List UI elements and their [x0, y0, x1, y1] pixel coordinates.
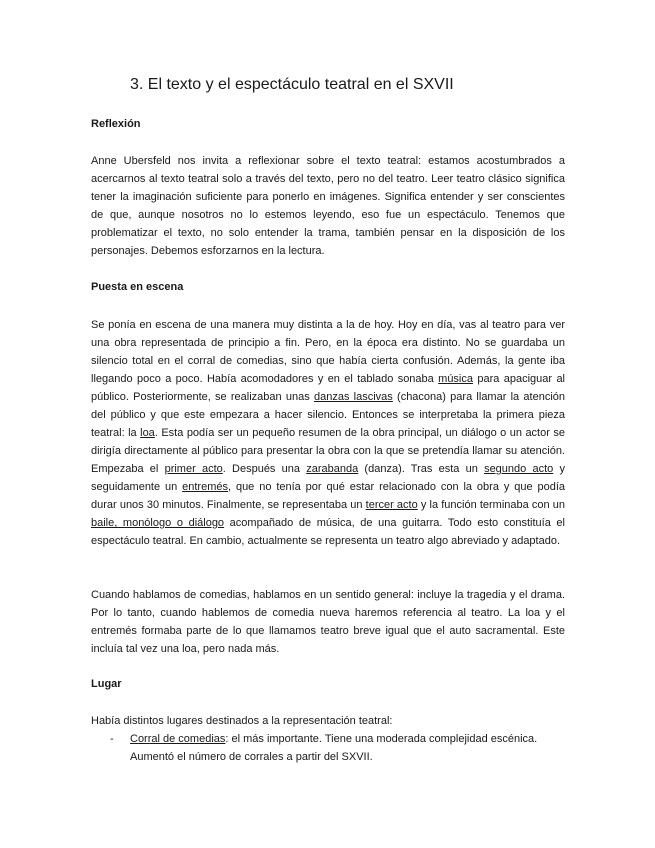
underlined-term-zarabanda: zarabanda [306, 463, 359, 475]
text-run: (chacona) para llamar la atención del público y que este empezara a hacer silencio. Entonces se interpretaba la primera pieza teatral: la [91, 391, 565, 439]
underlined-term-baile: baile, monólogo o diálogo [91, 517, 225, 529]
text-run: y la función terminaba con un [417, 499, 566, 511]
underlined-term-segundo-acto: segundo acto [484, 463, 554, 475]
underlined-term-entremes: entremés [182, 481, 228, 493]
heading-lugar: Lugar [91, 678, 122, 690]
dash-bullet: - [110, 733, 114, 745]
list-item-text: : el más importante. Tiene una moderada complejidad escénica. Aumentó el número de corrales a partir del SXVII. [130, 733, 538, 763]
text-run: . Esta podía ser un pequeño resumen de la obra principal, un diálogo o un actor se dirigía directamente al público para presentar la obra con la que se pretendía llamar su atención. Empezaba el [91, 427, 565, 475]
paragraph-lugar-intro: Había distintos lugares destinados a la representación teatral: [91, 715, 393, 727]
list-item [91, 730, 565, 766]
paragraph-reflexion: Anne Ubersfeld nos invita a reflexionar sobre el texto teatral: estamos acostumbrados a acercarnos al texto teatral solo a través del texto, pero no del teatro. Leer teatro clásico significa tener la imaginación suficiente para ponerlo en imágenes. Significa entender y ser conscientes de que, aunque nosotros no lo estemos leyendo, eso fue un espectáculo. Tenemos que problematizar el texto, no solo entender la trama, también pensar en la disposición de los personajes. Debemos esforzarnos en la lectura. [91, 155, 565, 257]
text-run: Se ponía en escena de una manera muy distinta a la de hoy. Hoy en día, vas al teatro para ver una obra representada de principio a fin. Pero, en la época era distinto. No se guardaba un silencio total en el corral de comedias, sino que había cierta confusión. Además, la gente iba llegando poco a poco. Había acomodadores y en el tablado sonaba [91, 319, 565, 385]
underlined-term-tercer-acto: tercer acto [365, 499, 418, 511]
heading-puesta-en-escena: Puesta en escena [91, 281, 184, 293]
underlined-term-danzas: danzas lascivas [313, 391, 393, 403]
text-run: (danza). Tras esta un [358, 463, 485, 475]
underlined-term-primer-acto: primer acto [164, 463, 223, 475]
heading-reflexion: Reflexión [91, 118, 141, 130]
underlined-term-musica: música [438, 373, 473, 385]
text-run: , que no tenía por qué estar relacionado con la obra y que podía durar unos 30 minutos. Finalmente, se representaba un [91, 481, 566, 511]
paragraph-puesta-en-escena [91, 316, 565, 550]
page-title: 3. El texto y el espectáculo teatral en el SXVII [130, 76, 454, 93]
text-run: y seguidamente un [91, 463, 565, 493]
text-run: para apaciguar al público. Posteriormente, se realizaban unas [91, 373, 566, 403]
underlined-term-loa: loa [140, 427, 155, 439]
lugares-list [91, 730, 565, 766]
term-corral-de-comedias: Corral de comedias [130, 733, 226, 745]
paragraph-comedias: Cuando hablamos de comedias, hablamos en un sentido general: incluye la tragedia y el drama. Por lo tanto, cuando hablemos de comedia nueva haremos referencia al teatro. La loa y el entremés formaba parte de lo que llamamos teatro breve igual que el auto sacramental. Este incluía tal vez una loa, pero nada más. [91, 589, 565, 655]
text-run: acompañado de música, de una guitarra. Todo esto constituía el espectáculo teatral. En cambio, actualmente se representa un teatro algo abreviado y adaptado. [91, 517, 565, 547]
text-run: . Después una [222, 463, 307, 475]
